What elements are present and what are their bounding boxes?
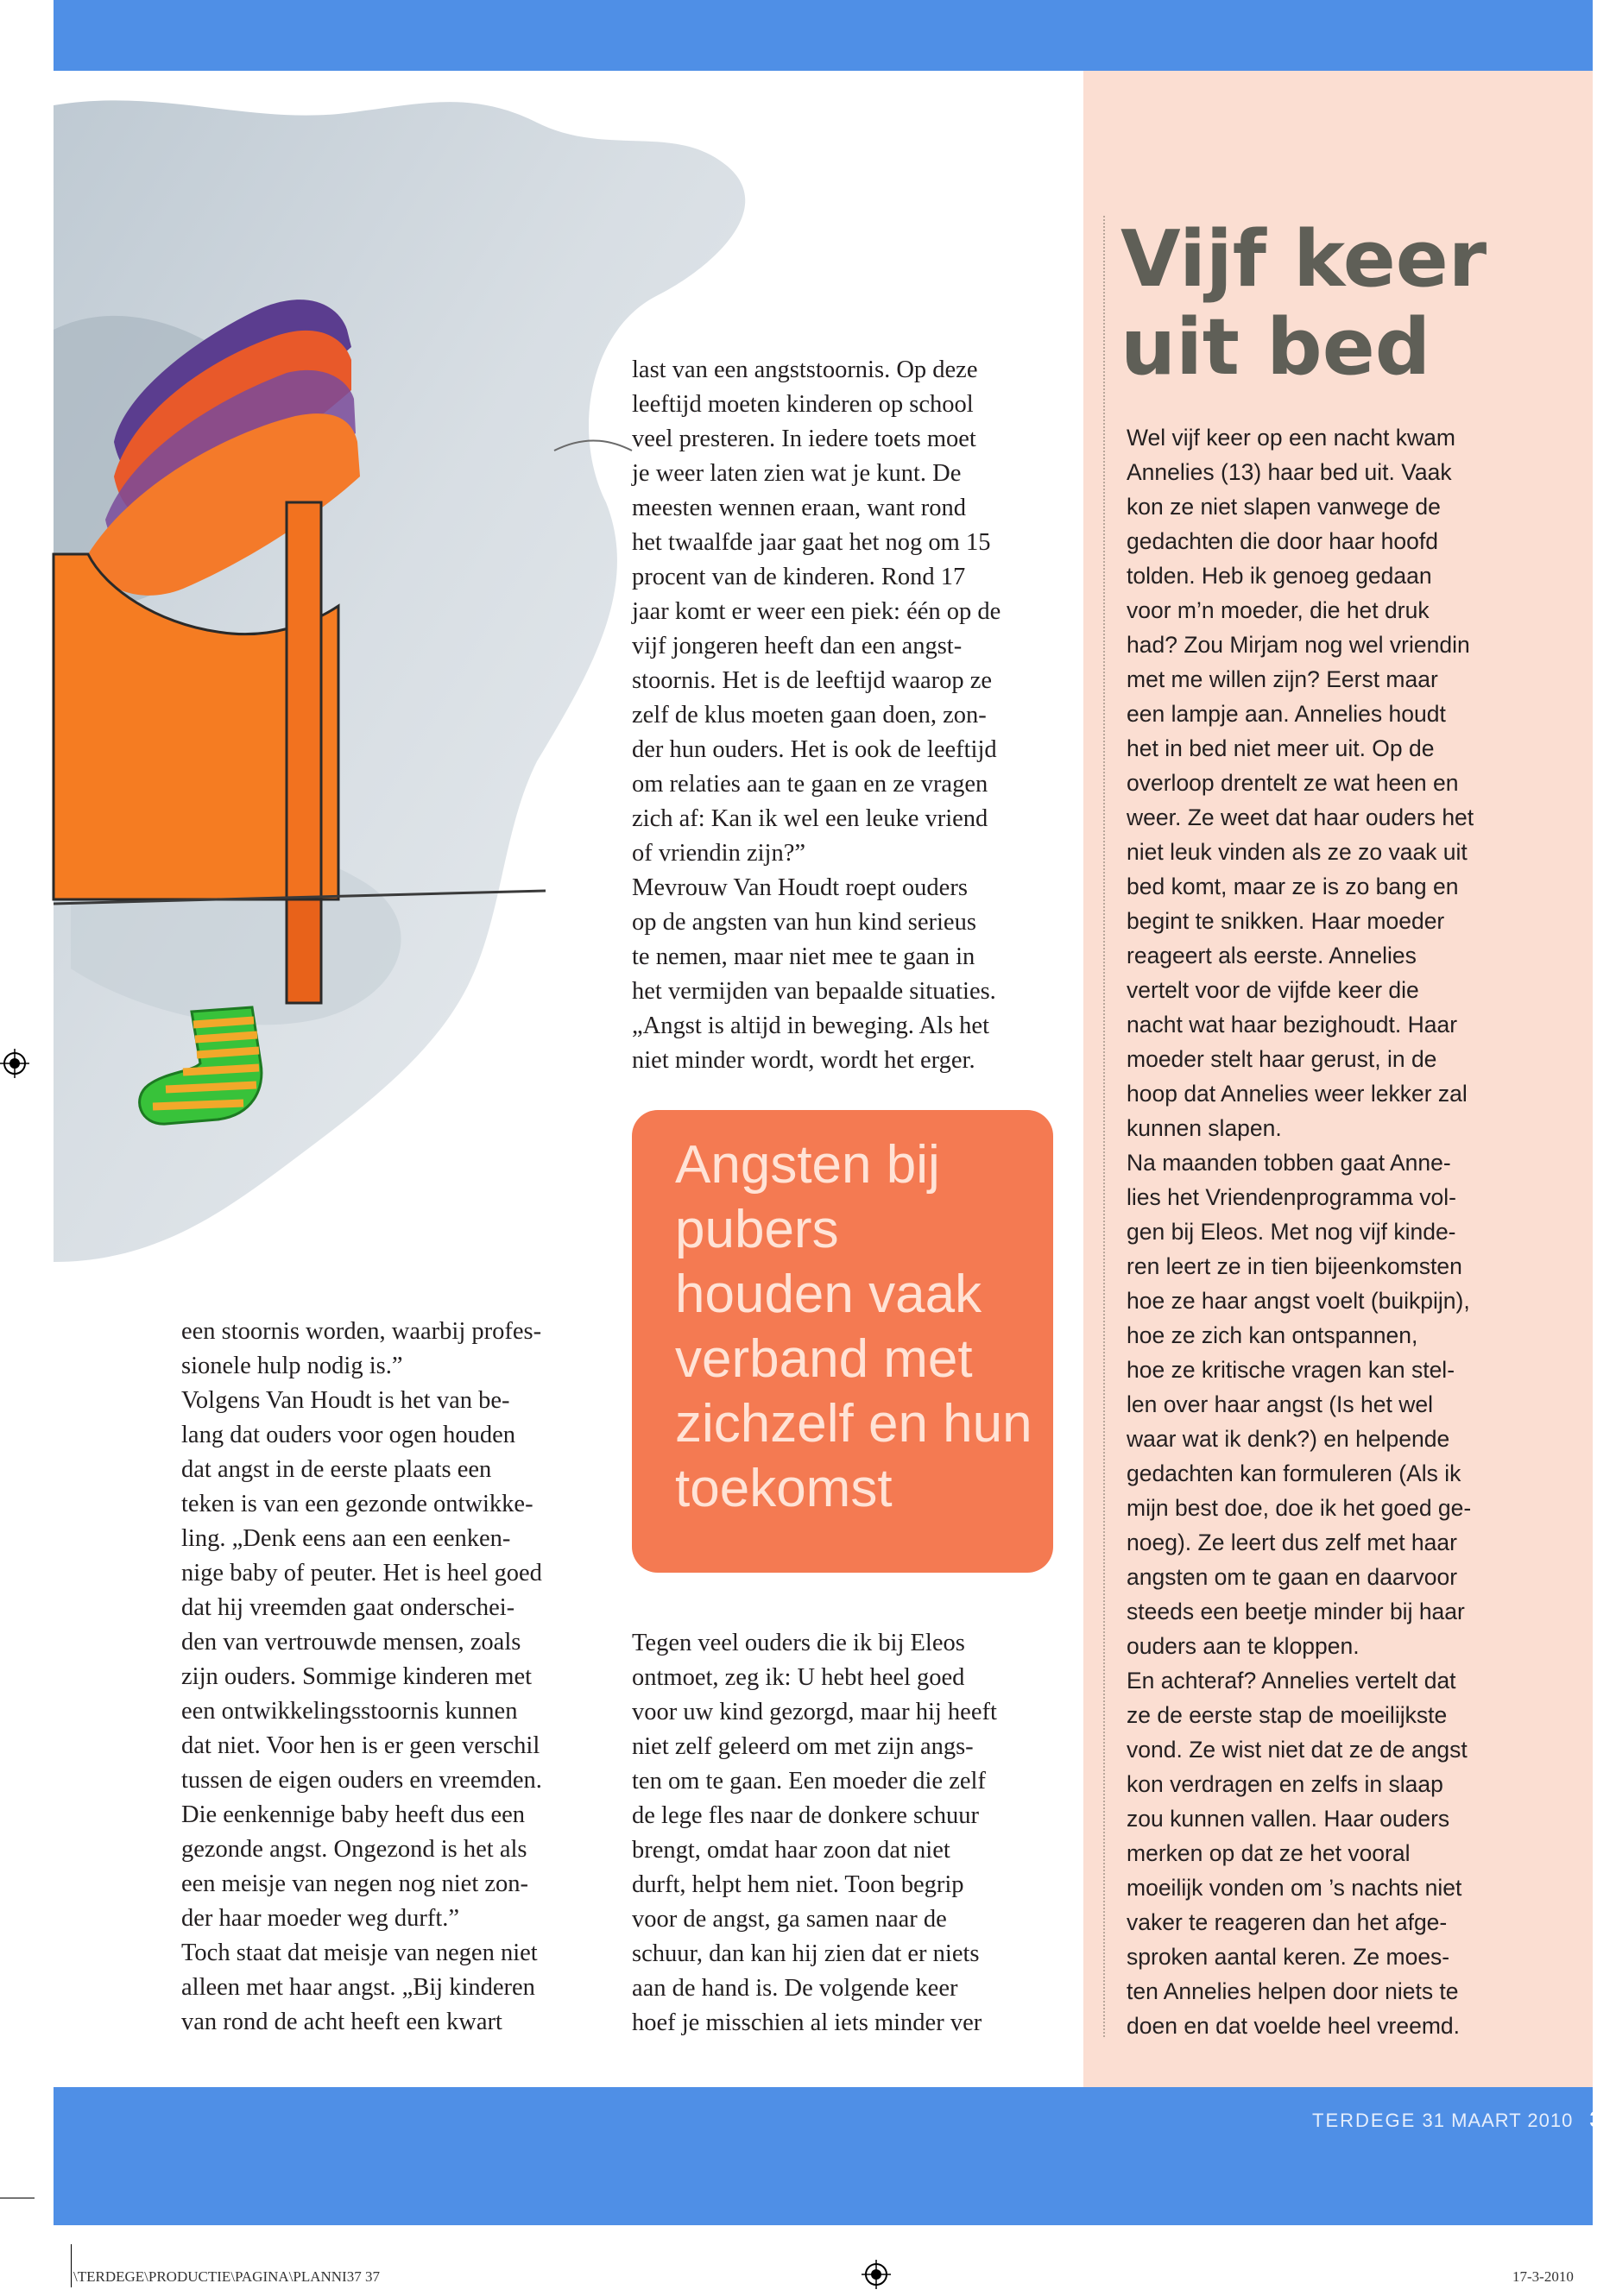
article-column-middle-bottom: Tegen veel ouders die ik bij Eleos ontmoet, zeg ik: U hebt heel goed voor uw kind gezorgd, maar hij heeft niet zelf geleerd om met zijn angs- ten om te gaan. Een moeder die zelf de lege fles naar de donkere schuur brengt, omdat haar zoon dat niet durft, helpt hem niet. Toon begrip voor de angst, ga samen naar de schuur, dan kan hij zien dat er niets aan de hand is. De volgende keer hoef je misschien al iets minder ver <box>632 1630 997 2036</box>
print-slug-path: \TERDEGE\PRODUCTIE\PAGINA\PLANNI37 37 <box>73 2268 380 2285</box>
article-column-left: een stoornis worden, waarbij profes- sionele hulp nodig is.” Volgens Van Houdt is het van be- lang dat ouders voor ogen houden dat angst in de eerste plaats een teken is van een gezonde ontwikke- ling. „Denk eens aan een eenken- nige baby of peuter. Het is heel goed dat hij vreemden gaat onderschei- den van vertrouwde mensen, zoals zijn ouders. Sommige kinderen met een ontwikkelingsstoornis kunnen dat niet. Voor hen is er geen verschil tussen de eigen ouders en vreemden. Die eenkennige baby heeft dus een gezonde angst. Ongezond is het als een meisje van negen nog niet zon- der haar moeder weg durft.” Toch staat dat meisje van negen niet alleen met haar angst. „Bij kinderen van rond de acht heeft een kwart <box>181 1318 542 2035</box>
pull-quote-box <box>632 1110 1053 1573</box>
pull-quote-text: Angsten bij pubers houden vaak verband met zichzelf en hun toekomst <box>675 1135 1032 1518</box>
sidebar-body: Wel vijf keer op een nacht kwam Annelies (13) haar bed uit. Vaak kon ze niet slapen vanwege de gedachten die door haar hoofd tolden. Heb ik genoeg gedaan voor m’n moeder, die het druk had? Zou Mirjam nog wel vriendin met me willen zijn? Eerst maar een lampje aan. Annelies houdt het in bed niet meer uit. Op de overloop drentelt ze wat heen en weer. Ze weet dat haar ouders het niet leuk vinden als ze zo vaak uit bed komt, maar ze is zo bang en begint te snikken. Haar moeder reageert als eerste. Annelies vertelt voor de vijfde keer die nacht wat haar bezighoudt. Haar moeder stelt haar gerust, in de hoop dat Annelies weer lekker zal kunnen slapen. Na maanden tobben gaat Anne- lies het Vriendenprogramma vol- gen bij Eleos. Met nog vijf kinde- ren leert ze in tien bijeenkomsten hoe ze haar angst voelt (buikpijn), hoe ze zich kan ontspannen, hoe ze kritische vragen kan stel- len over haar angst (Is het wel waar wat ik denk?) en helpende gedachten kan formuleren (Als ik mijn best doe, doe ik het goed ge- noeg). Ze leert dus zelf met haar angsten om te gaan en daarvoor steeds een beetje minder bij haar ouders aan te kloppen. En achteraf? Annelies vertelt dat ze de eerste stap de moeilijkste vond. Ze wist niet dat ze de angst kon verdragen en zelfs in slaap zou kunnen vallen. Haar ouders merken op dat ze het vooral moeilijk vonden om ’s nachts niet vaker te reageren dan het afge- sproken aantal keren. Ze moes- ten Annelies helpen door niets te doen en dat voelde heel vreemd. <box>1127 425 1474 2039</box>
registration-mark-bottom-icon <box>862 2260 891 2289</box>
crop-line-vertical <box>71 2244 72 2287</box>
footer-publication: TERDEGE <box>1312 2110 1417 2131</box>
top-color-band <box>54 0 1593 71</box>
registration-mark-icon <box>0 1049 29 1078</box>
article-column-middle-top: last van een angststoornis. Op deze leeftijd moeten kinderen op school veel presteren. In iedere toets moet je weer laten zien wat je kunt. De meesten wennen eraan, want rond het twaalfde jaar gaat het nog om 15 procent van de kinderen. Rond 17 jaar komt er weer een piek: één op de vijf jongeren heeft dan een angst- stoornis. Het is de leeftijd waarop ze zelf de klus moeten gaan doen, zon- der hun ouders. Het is ook de leeftijd om relaties aan te gaan en ze vragen zich af: Kan ik wel een leuke vriend of vriendin zijn?” Mevrouw Van Houdt roept ouders op de angsten van hun kind serieus te nemen, maar niet mee te gaan in het vermijden van bepaalde situaties. „Angst is altijd in beweging. Als het niet minder wordt, wordt het erger. <box>632 356 1001 1074</box>
page-number: 37 <box>1589 2106 1616 2132</box>
print-slug-date: 17-3-2010 <box>1512 2268 1574 2285</box>
sidebar-title: Vijf keer uit bed <box>1120 214 1487 393</box>
footer-date: 31 MAART 2010 <box>1422 2110 1574 2131</box>
page-footer <box>1312 2106 1616 2133</box>
sidebar-dotted-rule <box>1103 216 1105 2037</box>
